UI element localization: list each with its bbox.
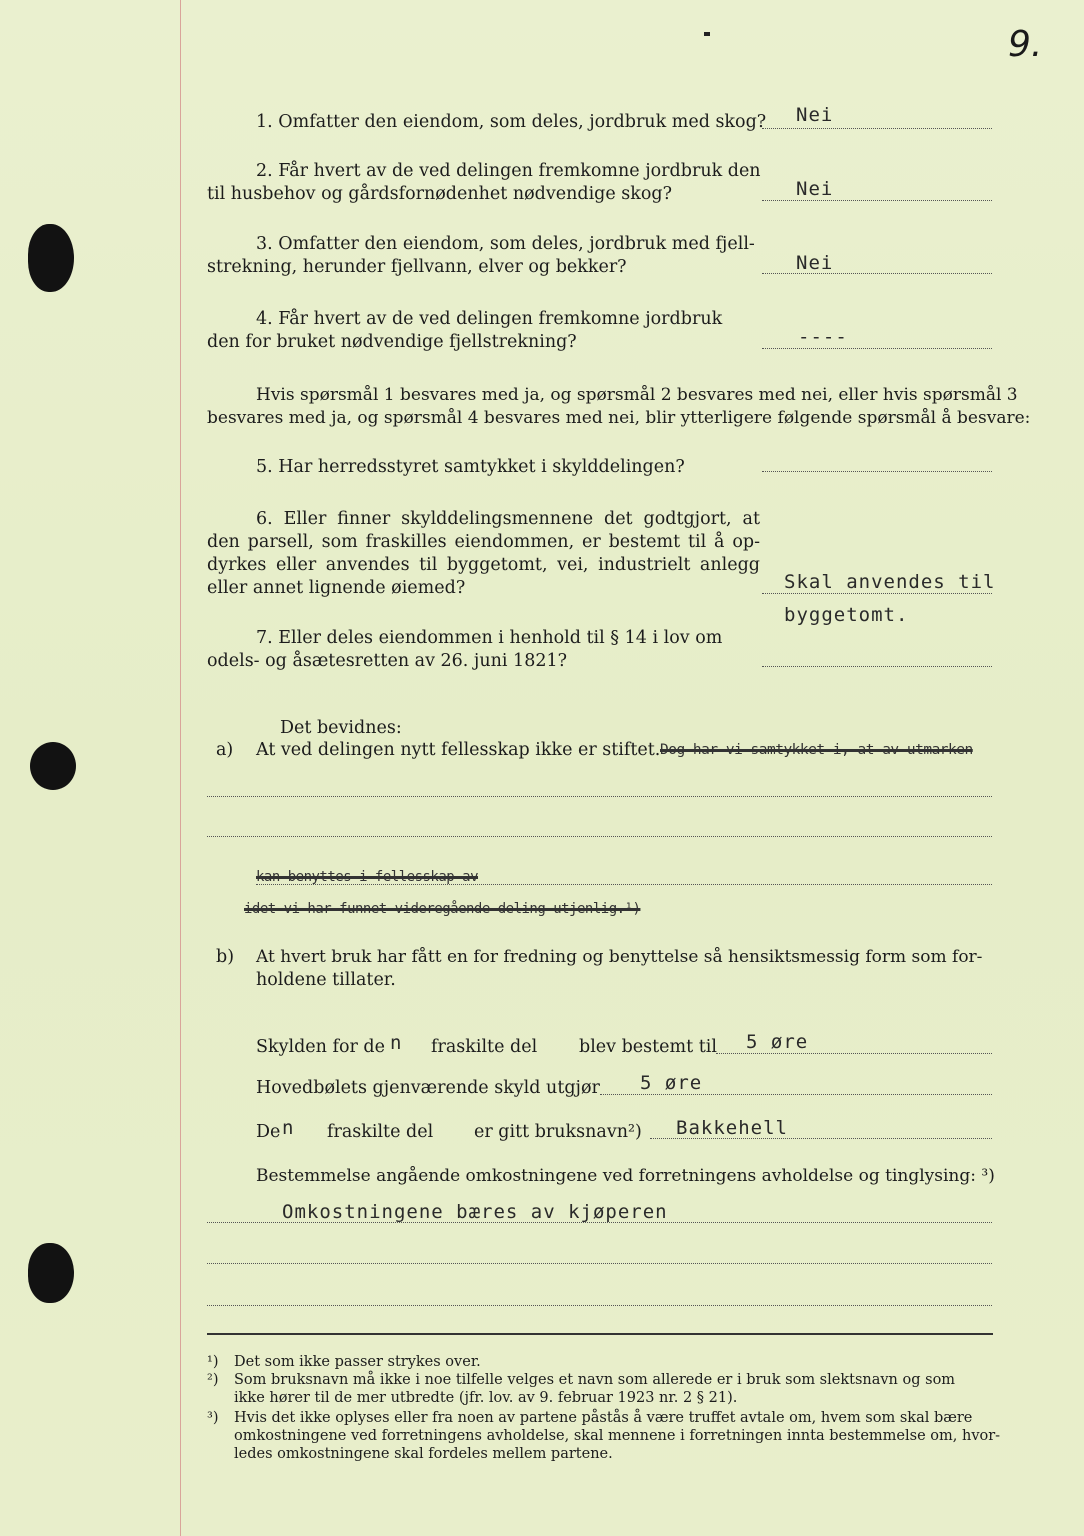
q4-text-2: den for bruket nødvendige fjellstrekning? — [207, 332, 577, 352]
q3-line1 — [256, 233, 755, 256]
footnote-3-line-2: omkostningene ved forretningens avholdelse, skal mennene i forretningen innta bestemmelse om, hvor- — [234, 1428, 1001, 1444]
instruction-line-2: besvares med ja, og spørsmål 4 besvares med nei, blir ytterligere følgende spørsmål å besvare: — [207, 408, 1031, 428]
q7-line1 — [256, 627, 722, 650]
q5-answer-line — [762, 471, 992, 472]
ink-mark — [704, 32, 710, 36]
q2-num: 2. — [256, 161, 273, 181]
kostnad-line-3 — [207, 1305, 992, 1306]
certify-a-label: a) — [216, 740, 234, 760]
q2-text-1: Får hvert av de ved delingen fremkomne jordbruk den — [278, 161, 761, 181]
skyld-label-1: Skylden for de — [256, 1037, 385, 1057]
q1-answer: Nei — [796, 104, 834, 126]
q3-answer: Nei — [796, 252, 834, 274]
q6-line-4: eller annet lignende øiemed? — [207, 578, 466, 598]
margin-line — [180, 0, 181, 1536]
certify-line-2 — [207, 836, 992, 837]
page-number: 9. — [1008, 24, 1043, 65]
q4-answer: ---- — [798, 326, 848, 348]
punch-hole-middle — [30, 742, 76, 790]
q4-text-1: Får hvert av de ved delingen fremkomne jordbruk — [278, 309, 723, 329]
q5 — [256, 456, 685, 479]
kostnad-line-2 — [207, 1263, 992, 1264]
q3-text-1: Omfatter den eiendom, som deles, jordbruk med fjell- — [278, 234, 755, 254]
q4-num: 4. — [256, 309, 273, 329]
footnote-3-line-3: ledes omkostningene skal fordeles mellem partene. — [234, 1446, 613, 1462]
certify-line-3 — [256, 884, 992, 885]
q2-answer: Nei — [796, 178, 834, 200]
skyld-value: 5 øre — [746, 1031, 809, 1053]
q6-answer-2: byggetomt. — [784, 604, 909, 626]
skyld-label-3: blev bestemt til — [579, 1037, 717, 1057]
kostnad-label: Bestemmelse angående omkostningene ved forretningens avholdelse og tinglysing: ³) — [256, 1166, 995, 1186]
bruksnavn-label-3: er gitt bruksnavn²) — [474, 1122, 642, 1142]
footnote-3-line-1: Hvis det ikke oplyses eller fra noen av partene påstås å være truffet avtale om, hvem som skal bære — [234, 1410, 973, 1426]
footnote-1-line-1: Det som ikke passer strykes over. — [234, 1354, 481, 1370]
footnote-2-mark: ²) — [207, 1372, 219, 1388]
q6 — [207, 508, 760, 600]
bruksnavn-label-1: De — [256, 1122, 281, 1142]
footnote-3-mark: ³) — [207, 1410, 219, 1426]
q1-answer-line — [762, 128, 992, 129]
certify-heading: Det bevidnes: — [280, 718, 402, 738]
bruksnavn-hand: n — [282, 1117, 295, 1139]
q1-num: 1. — [256, 112, 273, 132]
q7-answer-line — [762, 666, 992, 667]
certify-struck-3: idet vi har funnet videregående deling utjenlig.¹) — [244, 901, 641, 917]
instruction-line-1: Hvis spørsmål 1 besvares med ja, og spørsmål 2 besvares med nei, eller hvis spørsmål 3 — [256, 385, 1018, 405]
footnote-divider — [207, 1333, 993, 1335]
q2-text-2: til husbehov og gårdsfornødenhet nødvendige skog? — [207, 184, 672, 204]
kostnad-line-1 — [207, 1222, 992, 1223]
q6-answer-1: Skal anvendes til — [784, 571, 996, 593]
q5-num: 5. — [256, 457, 273, 477]
kostnad-value: Omkostningene bæres av kjøperen — [282, 1201, 668, 1223]
q4-line1 — [256, 308, 722, 331]
q6-line-2: den parsell, som fraskilles eiendommen, er bestemt til å op- — [207, 532, 760, 552]
footnote-1-mark: ¹) — [207, 1354, 219, 1370]
certify-line-1 — [207, 796, 992, 797]
hovedbol-value: 5 øre — [640, 1072, 703, 1094]
q2-line1 — [256, 160, 761, 183]
skyld-hand: n — [390, 1032, 403, 1054]
punch-hole-bottom — [28, 1243, 74, 1303]
q6-line-3: dyrkes eller anvendes til byggetomt, vei, industrielt anlegg — [207, 555, 760, 575]
certify-b-label: b) — [216, 947, 235, 967]
q1-text: Omfatter den eiendom, som deles, jordbruk med skog? — [278, 112, 767, 132]
punch-hole-top — [28, 224, 74, 292]
q6-line-1 — [207, 508, 760, 531]
q3-text-2: strekning, herunder fjellvann, elver og bekker? — [207, 257, 627, 277]
certify-a-struck: Dog har vi samtykket i, at av utmarken — [660, 742, 973, 758]
q6-text-1: Eller finner skylddelingsmennene det godtgjort, at — [283, 509, 760, 529]
skyld-label-2: fraskilte del — [431, 1037, 538, 1057]
certify-struck-2: kan benyttes i fellesskap av — [256, 869, 479, 885]
q5-text: Har herredsstyret samtykket i skylddelingen? — [278, 457, 685, 477]
bruksnavn-value: Bakkehell — [676, 1117, 788, 1139]
hovedbol-line — [600, 1094, 992, 1095]
q6-answer-line — [762, 593, 992, 594]
q7-text-1: Eller deles eiendommen i henhold til § 14 i lov om — [278, 628, 723, 648]
q1 — [256, 111, 766, 134]
q2-answer-line — [762, 200, 992, 201]
certify-b-text-1: At hvert bruk har fått en for fredning og benyttelse så hensiktsmessig form som for- — [256, 947, 983, 967]
q3-num: 3. — [256, 234, 273, 254]
bruksnavn-label-2: fraskilte del — [327, 1122, 434, 1142]
certify-b-text-2: holdene tillater. — [256, 970, 396, 990]
footnote-2-line-2: ikke hører til de mer utbredte (jfr. lov. av 9. februar 1923 nr. 2 § 21). — [234, 1390, 738, 1406]
q4-answer-line — [762, 348, 992, 349]
footnote-2-line-1: Som bruksnavn må ikke i noe tilfelle velges et navn som allerede er i bruk som slektsnavn og som — [234, 1372, 956, 1388]
q6-num: 6. — [256, 509, 273, 529]
q7-num: 7. — [256, 628, 273, 648]
certify-a-text: At ved delingen nytt fellesskap ikke er stiftet. — [256, 740, 661, 760]
q7-text-2: odels- og åsætesretten av 26. juni 1821? — [207, 651, 567, 671]
skyld-line — [716, 1053, 992, 1054]
hovedbol-label: Hovedbølets gjenværende skyld utgjør — [256, 1078, 600, 1098]
